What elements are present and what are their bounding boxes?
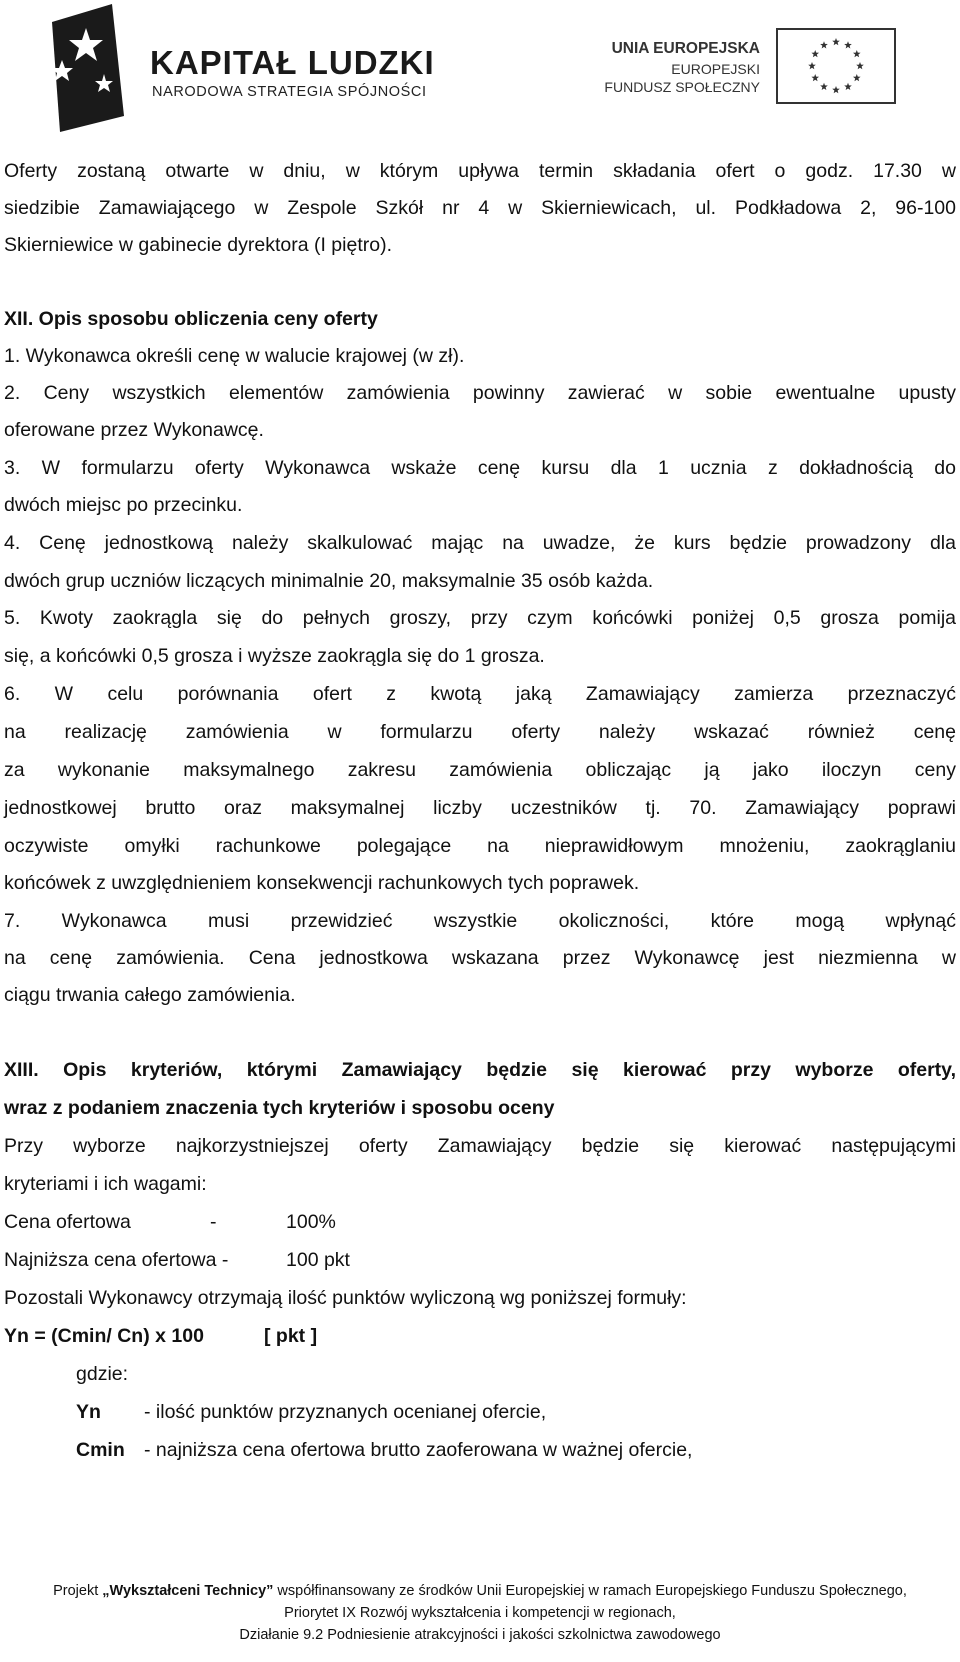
section-12-line: oczywiste omyłki rachunkowe polegające na nieprawidłowym mnożeniu, zaokrąglaniu <box>4 835 956 857</box>
formula-unit: [ pkt ] <box>264 1325 318 1347</box>
section-12-line: 7. Wykonawca musi przewidzieć wszystkie okoliczności, które mogą wpłynąć <box>4 910 956 932</box>
section-12-line: 3. W formularzu oferty Wykonawca wskaże cenę kursu dla 1 ucznia z dokładnością do <box>4 457 956 479</box>
section-13-title-line-2: wraz z podaniem znaczenia tych kryteriów i sposobu oceny <box>4 1097 555 1119</box>
intro-line-2: siedzibie Zamawiającego w Zespole Szkół nr 4 w Skierniewicach, ul. Podkładowa 2, 96-100 <box>4 197 956 219</box>
section-12-line: dwóch miejsc po przecinku. <box>4 494 243 516</box>
section-12-line: jednostkowej brutto oraz maksymalnej liczby uczestników tj. 70. Zamawiający poprawi <box>4 797 956 819</box>
footer-line-2: Priorytet IX Rozwój wykształcenia i kompetencji w regionach, <box>284 1605 676 1621</box>
footer-prefix: Projekt <box>53 1583 103 1599</box>
document-header <box>0 0 960 140</box>
formula: Yn = (Cmin/ Cn) x 100 <box>4 1325 204 1347</box>
section-12-line: na cenę zamówienia. Cena jednostkowa wskazana przez Wykonawcę jest niezmienna w <box>4 947 956 969</box>
criterion-label: Najniższa cena ofertowa - <box>4 1249 229 1271</box>
footer-line-1 <box>0 1580 960 1602</box>
criterion-value: 100 pkt <box>286 1249 350 1271</box>
footer-line-3: Działanie 9.2 Podniesienie atrakcyjności i jakości szkolnictwa zawodowego <box>239 1627 721 1643</box>
section-12-line: 1. Wykonawca określi cenę w walucie krajowej (w zł). <box>4 345 465 367</box>
section-12-line: 4. Cenę jednostkową należy skalkulować mając na uwadze, że kurs będzie prowadzony dla <box>4 532 956 554</box>
section-12-line: ciągu trwania całego zamówienia. <box>4 984 296 1006</box>
kapital-ludzki-subtitle: NARODOWA STRATEGIA SPÓJNOŚCI <box>152 84 427 100</box>
eu-logo-line2: EUROPEJSKI <box>671 61 760 77</box>
eu-logo-line1: UNIA EUROPEJSKA <box>611 40 760 57</box>
section-12-line: dwóch grup uczniów liczących minimalnie 20, maksymalnie 35 osób każda. <box>4 570 654 592</box>
section-12-line: na realizację zamówienia w formularzu oferty należy wskazać również cenę <box>4 721 956 743</box>
section-13-title-line-1: XIII. Opis kryteriów, którymi Zamawiający będzie się kierować przy wyborze oferty, <box>4 1059 956 1081</box>
kapital-ludzki-logo <box>40 4 130 132</box>
section-12-title: XII. Opis sposobu obliczenia ceny oferty <box>4 308 378 330</box>
eu-flag-icon <box>776 28 896 104</box>
eu-logo-line3: FUNDUSZ SPOŁECZNY <box>604 79 760 95</box>
footer-suffix: współfinansowany ze środków Unii Europejskiej w ramach Europejskiego Funduszu Społecznego, <box>273 1583 907 1599</box>
section-13-line: Przy wyborze najkorzystniejszej oferty Zamawiający będzie się kierować następującymi <box>4 1135 956 1157</box>
section-13-line: kryteriami i ich wagami: <box>4 1173 207 1195</box>
section-12-line: końcówek z uwzględnieniem konsekwencji rachunkowych tych poprawek. <box>4 872 640 894</box>
footer-project-name: „Wykształceni Technicy” <box>102 1583 274 1599</box>
section-12-line: za wykonanie maksymalnego zakresu zamówienia obliczając ją jako iloczyn ceny <box>4 759 956 781</box>
section-12-line: się, a końcówki 0,5 grosza i wyższe zaokrągla się do 1 grosza. <box>4 645 545 667</box>
criterion-dash: - <box>210 1211 217 1233</box>
definition-desc: - najniższa cena ofertowa brutto zaoferowana w ważnej ofercie, <box>144 1439 693 1461</box>
intro-line-3: Skierniewice w gabinecie dyrektora (I piętro). <box>4 234 393 256</box>
criterion-label: Cena ofertowa <box>4 1211 131 1233</box>
kapital-ludzki-title: KAPITAŁ LUDZKI <box>150 44 435 81</box>
section-12-line: oferowane przez Wykonawcę. <box>4 419 264 441</box>
definition-term: Yn <box>76 1401 101 1423</box>
formula-intro: Pozostali Wykonawcy otrzymają ilość punktów wyliczoną wg poniższej formuły: <box>4 1287 687 1309</box>
criterion-value: 100% <box>286 1211 336 1233</box>
section-12-line: 2. Ceny wszystkich elementów zamówienia powinny zawierać w sobie ewentualne upusty <box>4 382 956 404</box>
section-12-line: 6. W celu porównania ofert z kwotą jaką Zamawiający zamierza przeznaczyć <box>4 683 956 705</box>
where-label: gdzie: <box>76 1363 129 1385</box>
document-footer <box>0 1580 960 1646</box>
section-12-line: 5. Kwoty zaokrągla się do pełnych groszy, przy czym końcówki poniżej 0,5 grosza pomija <box>4 607 956 629</box>
definition-term: Cmin <box>76 1439 125 1461</box>
intro-line-1: Oferty zostaną otwarte w dniu, w którym upływa termin składania ofert o godz. 17.30 w <box>4 160 956 182</box>
definition-desc: - ilość punktów przyznanych ocenianej ofercie, <box>144 1401 547 1423</box>
